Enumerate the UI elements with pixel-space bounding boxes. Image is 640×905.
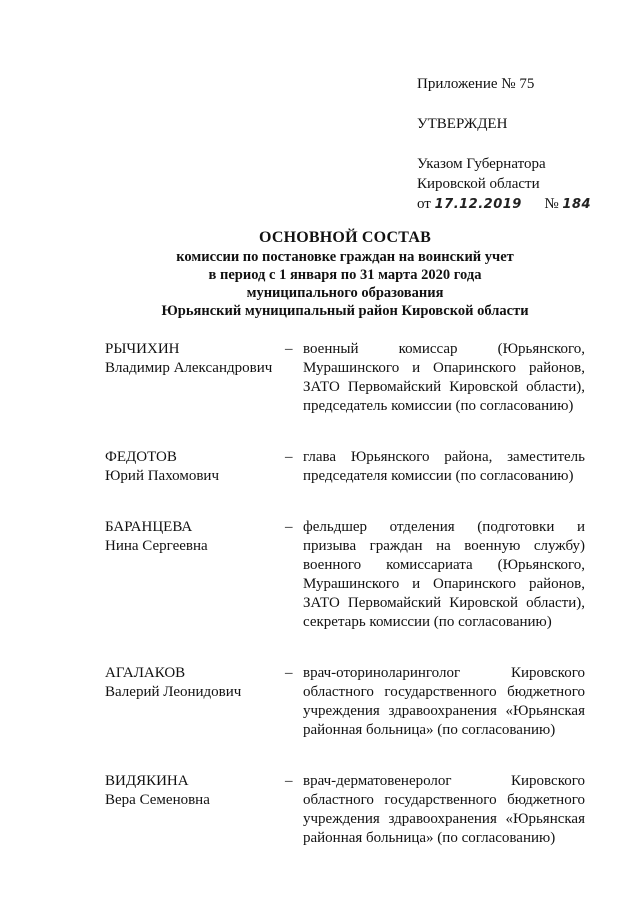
member-name bbox=[105, 340, 285, 416]
member-role: врач-оториноларинголог Кировского областного государственного бюджетного учреждения здравоохранения «Юрьянская районная больница» (по согласованию) bbox=[303, 665, 585, 738]
date-prefix: от bbox=[417, 196, 431, 212]
member-name bbox=[105, 518, 285, 632]
member-role: врач-дерматовенеролог Кировского областного государственного бюджетного учреждения здравоохранения «Юрьянская районная больница» (по согласованию) bbox=[303, 773, 585, 846]
appendix-number: Приложение № 75 bbox=[417, 76, 535, 92]
member-surname: АГАЛАКОВ bbox=[105, 665, 186, 681]
member-name bbox=[105, 772, 285, 848]
member-given-name: Нина Сергеевна bbox=[105, 538, 208, 554]
title-line-2: в период с 1 января по 31 марта 2020 года bbox=[208, 267, 482, 283]
title-line-4: Юрьянский муниципальный район Кировской области bbox=[161, 303, 529, 319]
member-dash: – bbox=[285, 773, 293, 789]
member-given-name: Вера Семеновна bbox=[105, 792, 210, 808]
member-surname: ФЕДОТОВ bbox=[105, 449, 177, 465]
decree-line-2: Кировской области bbox=[417, 176, 540, 192]
member-dash: – bbox=[285, 341, 293, 357]
member-given-name: Валерий Леонидович bbox=[105, 684, 242, 700]
member-surname: ВИДЯКИНА bbox=[105, 773, 189, 789]
member-name bbox=[105, 664, 285, 740]
member-dash: – bbox=[285, 519, 293, 535]
member-row bbox=[105, 664, 585, 740]
member-surname: РЫЧИХИН bbox=[105, 341, 180, 357]
decree-date-line bbox=[417, 194, 627, 215]
member-dash: – bbox=[285, 449, 293, 465]
member-row bbox=[105, 340, 585, 416]
member-role: военный комиссар (Юрьянского, Мурашинского и Опаринского районов, ЗАТО Первомайский Кировской области), председатель комиссии (по согласованию) bbox=[303, 341, 585, 414]
handwritten-date: 17.12.2019 bbox=[434, 197, 522, 212]
member-given-name: Юрий Пахомович bbox=[105, 468, 220, 484]
member-dash: – bbox=[285, 665, 293, 681]
decree-line-1: Указом Губернатора bbox=[417, 156, 546, 172]
member-name bbox=[105, 448, 285, 486]
member-surname: БАРАНЦЕВА bbox=[105, 519, 193, 535]
members-list bbox=[105, 340, 585, 848]
member-role: фельдшер отделения (подготовки и призыва граждан на военную службу) военного комиссариата (Юрьянского, Мурашинского и Опаринского районов, ЗАТО Первомайский Кировской области), секретарь комиссии (по согласованию) bbox=[303, 519, 585, 630]
title-line-1: комиссии по постановке граждан на воинский учет bbox=[176, 249, 514, 265]
member-row bbox=[105, 448, 585, 486]
document-title bbox=[60, 228, 630, 320]
title-line-3: муниципального образования bbox=[246, 285, 444, 301]
member-row bbox=[105, 518, 585, 632]
handwritten-number: 184 bbox=[562, 197, 592, 212]
number-prefix: № bbox=[544, 196, 559, 212]
member-given-name: Владимир Александрович bbox=[105, 360, 273, 376]
title-main: ОСНОВНОЙ СОСТАВ bbox=[259, 229, 431, 246]
approved-label: УТВЕРЖДЕН bbox=[417, 116, 508, 132]
appendix-block bbox=[417, 74, 627, 215]
member-role: глава Юрьянского района, заместитель председателя комиссии (по согласованию) bbox=[303, 449, 585, 484]
member-row bbox=[105, 772, 585, 848]
